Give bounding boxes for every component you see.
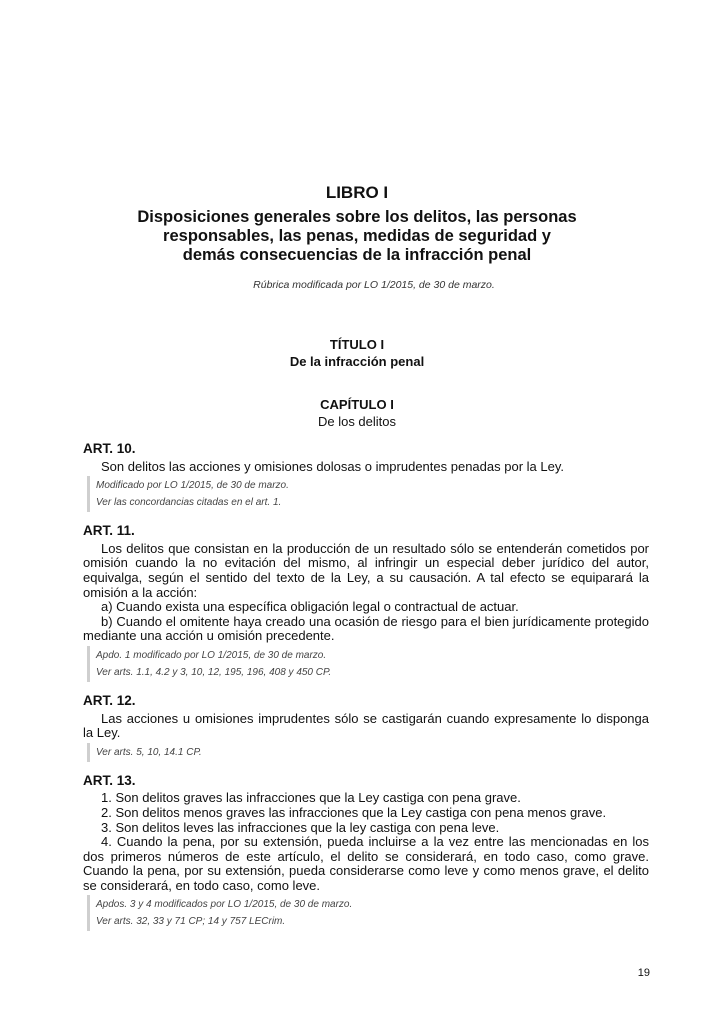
article-note: Modificado por LO 1/2015, de 30 de marzo. xyxy=(96,480,289,492)
libro-subtitle-line: Disposiciones generales sobre los delitos, las personas xyxy=(137,208,577,226)
article-paragraph: Los delitos que consistan en la producción de un resultado sólo se entenderán cometidos por omisión cuando la no evitación del mismo, al infringir un especial deber jurídico del autor, equivalga, según el sentido del texto de la Ley, a su causación. A tal efecto se equiparará la omisión a la acción: xyxy=(83,540,649,600)
article-note: Ver las concordancias citadas en el art. 1. xyxy=(96,497,282,509)
page-number: 19 xyxy=(637,967,650,979)
article-note: Ver arts. 32, 33 y 71 CP; 14 y 757 LECrim. xyxy=(96,916,286,928)
article-note: Apdo. 1 modificado por LO 1/2015, de 30 de marzo. xyxy=(96,649,327,661)
article-paragraph: a) Cuando exista una específica obligación legal o contractual de actuar. xyxy=(101,599,519,615)
titulo-name: De la infracción penal xyxy=(289,354,425,369)
libro-subtitle-line: demás consecuencias de la infracción penal xyxy=(182,246,532,264)
article-title: ART. 11. xyxy=(83,523,135,539)
libro-heading: LIBRO I xyxy=(325,183,389,202)
article-notes xyxy=(87,646,649,682)
article-paragraph: 2. Son delitos menos graves las infracciones que la Ley castiga con pena menos grave. xyxy=(101,804,607,820)
article-note: Ver arts. 5, 10, 14.1 CP. xyxy=(96,746,202,758)
article-note: Apdos. 3 y 4 modificados por LO 1/2015, de 30 de marzo. xyxy=(96,899,353,911)
article-title: ART. 10. xyxy=(83,441,136,456)
article-paragraph: 1. Son delitos graves las infracciones que la Ley castiga con pena grave. xyxy=(101,790,521,806)
article-notes xyxy=(87,743,649,762)
libro-rubrica-note: Rúbrica modificada por LO 1/2015, de 30 de marzo. xyxy=(253,279,495,291)
article-13 xyxy=(83,774,649,932)
article-title: ART. 12. xyxy=(83,692,136,708)
article-paragraph: 4. Cuando la pena, por su extensión, pueda incluirse a la vez entre las mencionadas en los dos primeros números de este artículo, el delito se considerará, en todo caso, como grave. Cuando la pena, por su extensión, pueda considerarse como leve y como menos grave, el delito se considerará, en todo caso, como leve. xyxy=(83,834,649,893)
article-notes xyxy=(87,476,649,512)
libro-subtitle-line: responsables, las penas, medidas de seguridad y xyxy=(163,227,551,245)
capitulo-heading: CAPÍTULO I xyxy=(320,397,394,412)
capitulo-name: De los delitos xyxy=(317,414,397,429)
article-paragraph: Son delitos las acciones y omisiones dolosas o imprudentes penadas por la Ley. xyxy=(101,458,564,474)
article-paragraph: 3. Son delitos leves las infracciones que la ley castiga con pena leve. xyxy=(101,819,500,835)
libro-subtitle xyxy=(110,208,604,265)
titulo-block xyxy=(0,336,714,370)
article-note: Ver arts. 1.1, 4.2 y 3, 10, 12, 195, 196, 408 y 450 CP. xyxy=(96,666,332,678)
article-paragraph: Las acciones u omisiones imprudentes sólo se castigarán cuando expresamente lo disponga la Ley. xyxy=(83,710,649,741)
article-10 xyxy=(83,442,649,512)
titulo-heading: TÍTULO I xyxy=(329,337,385,352)
article-paragraph: b) Cuando el omitente haya creado una ocasión de riesgo para el bien jurídicamente protegido mediante una acción u omisión precedente. xyxy=(83,613,649,644)
article-title: ART. 13. xyxy=(83,772,136,788)
capitulo-block xyxy=(0,396,714,430)
articles-body xyxy=(83,442,649,943)
article-12 xyxy=(83,694,649,762)
article-11 xyxy=(83,524,649,682)
article-notes xyxy=(87,895,649,931)
